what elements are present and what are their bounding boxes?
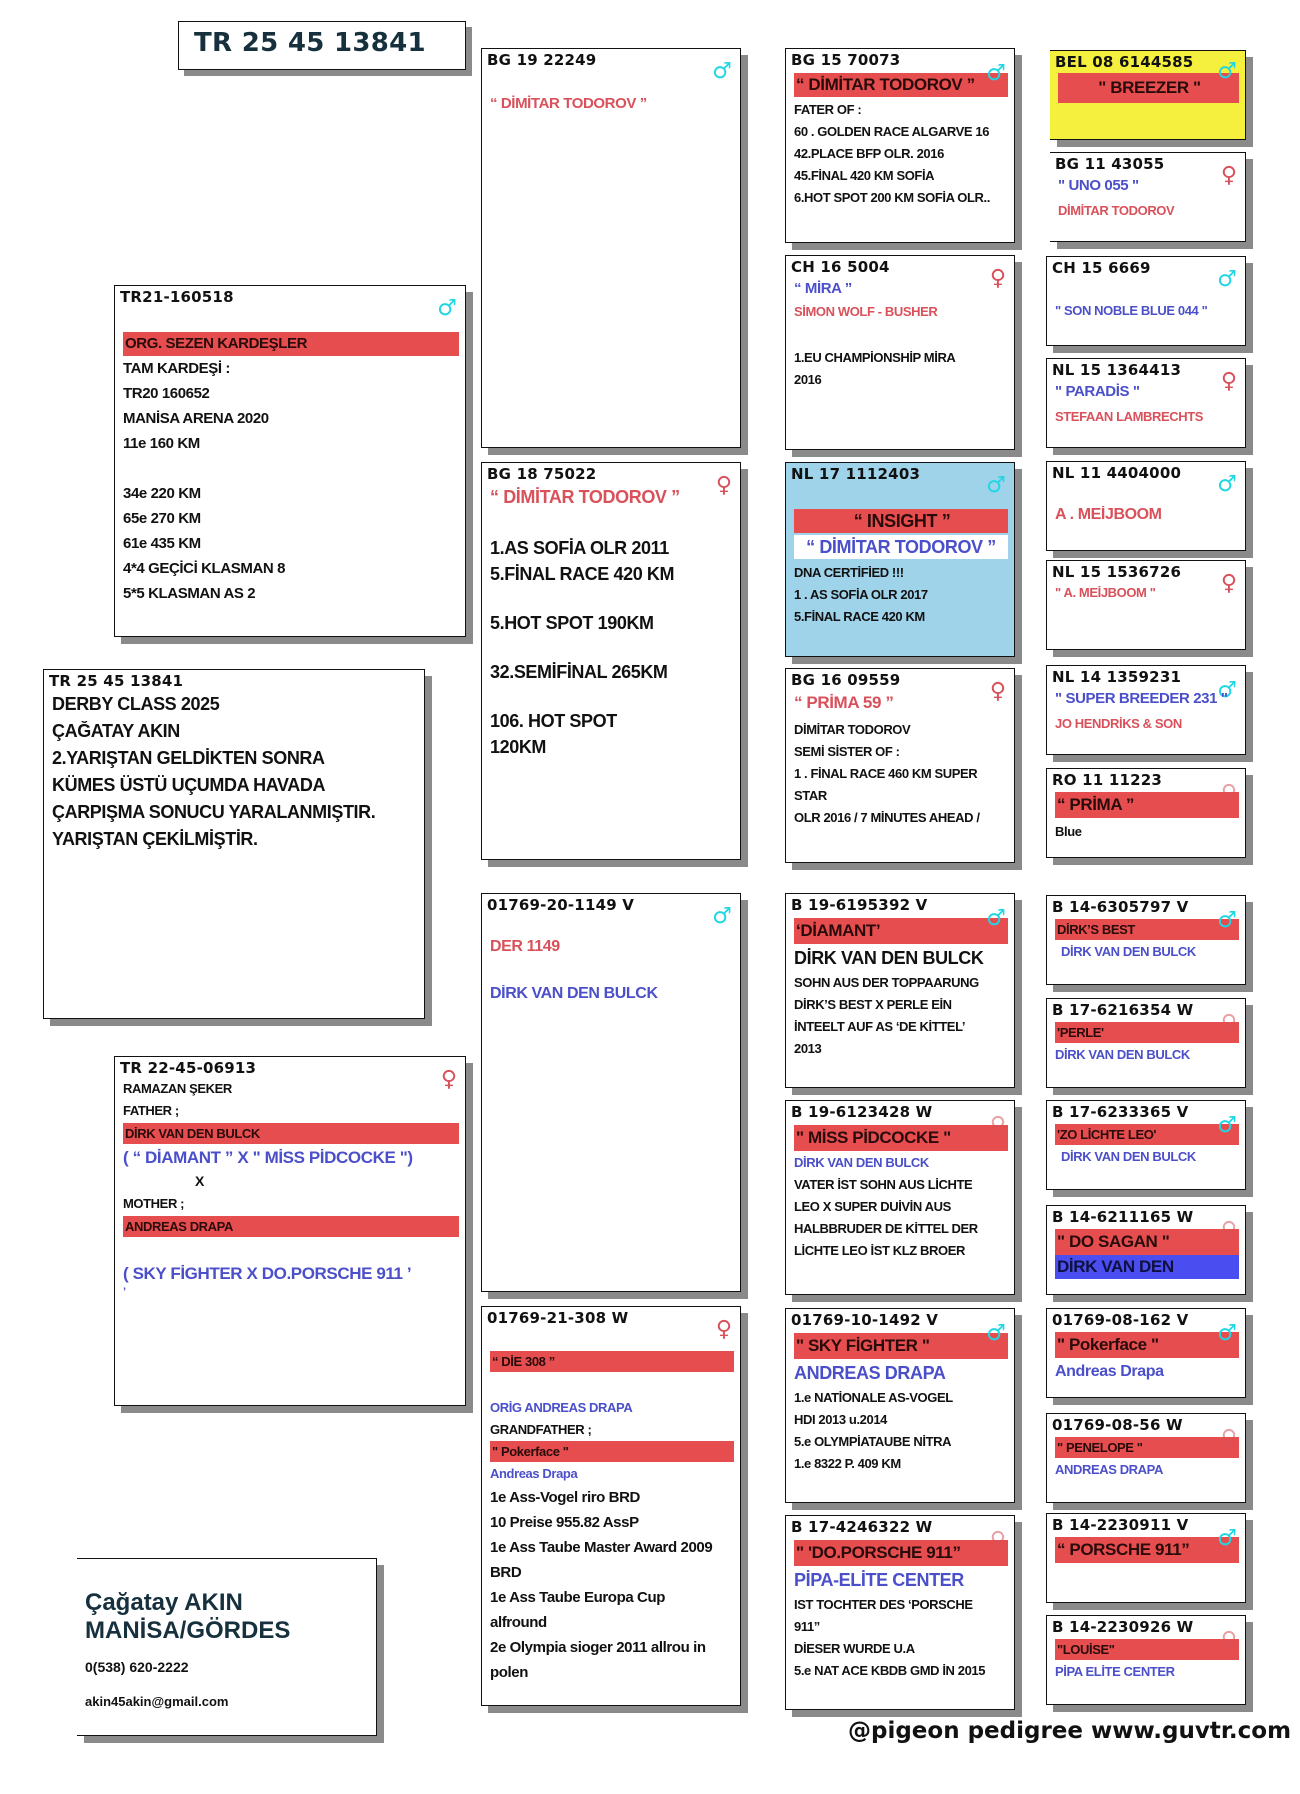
breeder-name: JO HENDRİKS & SON (1055, 716, 1182, 731)
breeder-name: Andreas Drapa (1055, 1363, 1164, 1380)
female-icon: ♀ (1220, 369, 1237, 394)
bird-name: " PARADİS " (1055, 383, 1140, 400)
dam-card[interactable] (114, 1056, 466, 1406)
info-line: İNTEELT AUF AS ‘DE KİTTEL’ (794, 1019, 966, 1034)
bird-name: " BREEZER " (1058, 73, 1239, 103)
info-line: HALBBRUDER DE KİTTEL DER (794, 1221, 978, 1236)
breeder-name: “ DİMİTAR TODOROV ” (794, 535, 1008, 559)
gen3-card[interactable] (785, 1515, 1015, 1710)
ring-number: NL 14 1359231 (1052, 668, 1182, 686)
male-icon: ♂ (1217, 908, 1237, 933)
ring-number: CH 16 5004 (791, 258, 890, 276)
info-line: DERBY CLASS 2025 (52, 694, 220, 714)
info-line: BRD (490, 1564, 522, 1581)
info-line: 32.SEMİFİNAL 265KM (490, 662, 668, 682)
female-icon: ♀ (715, 473, 732, 498)
ring-number: B 19-6195392 V (791, 896, 928, 914)
bird-name: " PENELOPE " (1055, 1437, 1239, 1458)
bird-name: " MİSS PİDCOCKE " (794, 1125, 1008, 1151)
info-line: 4*4 GEÇİCİ KLASMAN 8 (123, 560, 286, 577)
gen3-card[interactable] (785, 668, 1015, 863)
bird-name: A . MEİJBOOM (1055, 506, 1162, 523)
info-line: 1 . FİNAL RACE 460 KM SUPER (794, 766, 978, 781)
female-icon: ♀ (715, 1317, 732, 1342)
bird-name: " DO SAGAN " (1055, 1229, 1239, 1255)
ring-number: BG 16 09559 (791, 671, 901, 689)
info-line: 45.FİNAL 420 KM SOFİA (794, 168, 935, 183)
info-line: STAR (794, 788, 827, 803)
ring-number: B 14-6305797 V (1052, 898, 1189, 916)
info-line: 34e 220 KM (123, 485, 201, 502)
info-line: 106. HOT SPOT (490, 711, 617, 731)
ring-number: 01769-08-56 W (1052, 1416, 1183, 1434)
gen3-card[interactable] (785, 255, 1015, 450)
subject-card[interactable] (43, 669, 425, 1019)
female-icon: ♀ (1220, 1426, 1237, 1451)
info-line: MANİSA ARENA 2020 (123, 410, 269, 427)
gen4-card[interactable] (1046, 256, 1246, 346)
info-line: 5.e NAT ACE KBDB GMD İN 2015 (794, 1663, 986, 1678)
info-line: LİCHTE LEO İST KLZ BROER (794, 1243, 965, 1258)
info-line: ÇARPIŞMA SONUCU YARALANMIŞTIR. (52, 802, 376, 822)
gen4-card[interactable] (1046, 998, 1246, 1088)
gen2-card-dam-dam[interactable] (481, 1306, 741, 1706)
bird-name: 'ZO LİCHTE LEO' (1055, 1124, 1239, 1145)
origin: ORİG ANDREAS DRAPA (490, 1400, 633, 1415)
ring-number: NL 17 1112403 (791, 465, 921, 483)
male-icon: ♂ (986, 61, 1006, 86)
bird-name: " 'DO.PORSCHE 911” (794, 1540, 1008, 1566)
ring-number: RO 11 11223 (1052, 771, 1163, 789)
bird-name: “ MİRA ” (794, 280, 852, 297)
info-line: 1.e 8322 P. 409 KM (794, 1456, 901, 1471)
male-icon: ♂ (1217, 472, 1237, 497)
gen4-card[interactable] (1046, 1308, 1246, 1398)
breeder-name: PİPA-ELİTE CENTER (794, 1570, 964, 1590)
info-line: 911” (794, 1619, 820, 1634)
gen3-card[interactable] (785, 1308, 1015, 1503)
info-line: VATER İST SOHN AUS LİCHTE (794, 1177, 973, 1192)
info-line: 5.e OLYMPİATAUBE NİTRA (794, 1434, 952, 1449)
ring-number: 01769-20-1149 V (487, 896, 635, 914)
info-line: 2016 (794, 372, 822, 387)
breeder-name: DİRK VAN DEN (1055, 1255, 1239, 1279)
ring-number: 01769-08-162 V (1052, 1311, 1189, 1329)
breeder-name: DİRK VAN DEN BULCK (1055, 1047, 1190, 1062)
info-line: 2013 (794, 1041, 822, 1056)
female-icon: ♀ (989, 1528, 1006, 1553)
ring-number: BG 18 75022 (487, 465, 597, 483)
ring-number: 01769-21-308 W (487, 1309, 629, 1327)
gen4-card[interactable] (1046, 358, 1246, 448)
highlight-name: ORG. SEZEN KARDEŞLER (123, 332, 459, 356)
breeder-name: ANDREAS DRAPA (794, 1363, 946, 1383)
info-line: 65e 270 KM (123, 510, 201, 527)
info-line: polen (490, 1664, 528, 1681)
grandfather-label: GRANDFATHER ; (490, 1422, 592, 1437)
ring-number: CH 15 6669 (1052, 259, 1151, 277)
bird-name: “ PRİMA 59 ” (794, 693, 894, 712)
owner-card (77, 1558, 377, 1736)
breeder-name: DİMİTAR TODOROV (1058, 203, 1175, 218)
female-icon: ♀ (989, 679, 1006, 704)
bird-name: " SKY FİGHTER " (794, 1333, 1008, 1359)
info-line: 1.e NATİONALE AS-VOGEL (794, 1390, 953, 1405)
female-icon: ♀ (1220, 1628, 1237, 1653)
breeder-name: STEFAAN LAMBRECHTS (1055, 409, 1204, 424)
female-icon: ♀ (1220, 781, 1237, 806)
info-line: SEMİ SİSTER OF : (794, 744, 900, 759)
ring-number: BG 15 70073 (791, 51, 901, 69)
info-line: 1 . AS SOFİA OLR 2017 (794, 587, 928, 602)
ring-number: NL 15 1364413 (1052, 361, 1182, 379)
title-box (178, 21, 466, 70)
male-icon: ♂ (1217, 267, 1237, 292)
breeder-name: RAMAZAN ŞEKER (123, 1081, 232, 1096)
mother-cross-tail: ’ (123, 1286, 126, 1298)
male-icon: ♂ (986, 1321, 1006, 1346)
info-line: 5.FİNAL RACE 420 KM (794, 609, 925, 624)
ring-number: BG 11 43055 (1055, 155, 1165, 173)
breeder-name: DİRK VAN DEN BULCK (794, 948, 984, 968)
gen4-card[interactable] (1046, 461, 1246, 551)
sire-card[interactable] (114, 285, 466, 637)
ring-number: B 14-2230911 V (1052, 1516, 1189, 1534)
ring-number: B 19-6123428 W (791, 1103, 933, 1121)
gen4-card[interactable] (1046, 1513, 1246, 1603)
breeder-name: ANDREAS DRAPA (1055, 1462, 1163, 1477)
info-line: 1.EU CHAMPİONSHİP MİRA (794, 350, 956, 365)
female-icon: ♀ (1220, 571, 1237, 596)
bird-name: DER 1149 (490, 938, 560, 955)
father-cross: ( “ DİAMANT ” X " MİSS PİDCOCKE ") (123, 1148, 413, 1167)
bird-name: " SUPER BREEDER 231 " (1055, 690, 1228, 707)
gen4-card[interactable] (1050, 152, 1246, 242)
mother-label: MOTHER ; (123, 1196, 185, 1211)
ring-number: TR 25 45 13841 (49, 672, 184, 690)
gen4-card[interactable] (1046, 1413, 1246, 1503)
info-line: 5.FİNAL RACE 420 KM (490, 564, 675, 584)
bird-name: “ INSIGHT ” (794, 509, 1008, 533)
info-line: KÜMES ÜSTÜ UÇUMDA HAVADA (52, 775, 326, 795)
bird-name: " A. MEİJBOOM " (1055, 585, 1156, 600)
father-name: DİRK VAN DEN BULCK (123, 1123, 459, 1144)
info-line: DİMİTAR TODOROV (794, 722, 911, 737)
gen4-card[interactable] (1046, 768, 1246, 858)
ring-number: TR21-160518 (120, 288, 234, 306)
gen4-card[interactable] (1046, 1205, 1246, 1295)
footer-watermark: @pigeon pedigree www.guvtr.com (848, 1718, 1292, 1744)
info-line: 5.HOT SPOT 190KM (490, 613, 654, 633)
info-line: 6.HOT SPOT 200 KM SOFİA OLR.. (794, 190, 990, 205)
bird-name: “ DİMİTAR TODOROV ” (490, 95, 647, 112)
bird-name: ‘DİAMANT’ (794, 918, 1008, 944)
info-line: alfround (490, 1614, 547, 1631)
bird-name: “ DİMİTAR TODOROV ” (794, 73, 1008, 97)
owner-phone[interactable]: 0(538) 620-2222 (85, 1659, 189, 1675)
cross-x: X (195, 1173, 204, 1189)
breeder-name: DİRK VAN DEN BULCK (794, 1155, 929, 1170)
info-line: SOHN AUS DER TOPPAARUNG (794, 975, 979, 990)
info-line: TAM KARDEŞİ : (123, 360, 231, 377)
male-icon: ♂ (986, 906, 1006, 931)
info-line: 11e 160 KM (123, 435, 200, 452)
male-icon: ♂ (1217, 678, 1237, 703)
mother-cross: ( SKY FİGHTER X DO.PORSCHE 911 ’ (123, 1264, 412, 1283)
ring-number: BEL 08 6144585 (1055, 53, 1194, 71)
male-icon: ♂ (1217, 1113, 1237, 1138)
gen4-card[interactable] (1046, 560, 1246, 650)
gen3-card[interactable] (785, 893, 1015, 1088)
breeder-name: PİPA ELİTE CENTER (1055, 1664, 1175, 1679)
female-icon: ♀ (989, 266, 1006, 291)
info-line: 2.YARIŞTAN GELDİKTEN SONRA (52, 748, 325, 768)
gen4-card[interactable] (1046, 1615, 1246, 1705)
bird-name: 'PERLE' (1055, 1022, 1239, 1043)
gen4-card-highlighted[interactable] (1050, 50, 1246, 140)
info-line: 1e Ass Taube Europa Cup (490, 1589, 666, 1606)
bird-name: “ PORSCHE 911” (1055, 1537, 1239, 1563)
ring-number: B 17-6233365 V (1052, 1103, 1189, 1121)
ring-number: B 14-6211165 W (1052, 1208, 1194, 1226)
ring-number: B 14-2230926 W (1052, 1618, 1194, 1636)
male-icon: ♂ (437, 296, 457, 321)
bird-name: DİRK’S BEST (1055, 919, 1239, 940)
owner-email[interactable]: akin45akin@gmail.com (85, 1694, 229, 1709)
gen3-card[interactable] (785, 1100, 1015, 1295)
bird-name: “ PRİMA ” (1055, 792, 1239, 818)
info-line: TR20 160652 (123, 385, 210, 402)
info-line: 61e 435 KM (123, 535, 201, 552)
title-ring: TR 25 45 13841 (194, 28, 426, 58)
gen2-card-sire-dam[interactable] (481, 462, 741, 860)
gen2-card-dam-sire[interactable] (481, 893, 741, 1292)
gen3-card-highlighted[interactable] (785, 462, 1015, 657)
ring-number: 01769-10-1492 V (791, 1311, 939, 1329)
male-icon: ♂ (1217, 1321, 1237, 1346)
male-icon: ♂ (1217, 1526, 1237, 1551)
male-icon: ♂ (712, 59, 732, 84)
female-icon: ♀ (989, 1113, 1006, 1138)
info-line: 2e Olympia sioger 2011 allrou in (490, 1639, 706, 1656)
breeder-name: DİRK VAN DEN BULCK (490, 985, 658, 1002)
info-line: 1e Ass Taube Master Award 2009 (490, 1539, 713, 1556)
info-line: 5*5 KLASMAN AS 2 (123, 585, 256, 602)
color-note: Blue (1055, 824, 1082, 839)
ring-number: NL 15 1536726 (1052, 563, 1182, 581)
info-line: YARIŞTAN ÇEKİLMİŞTİR. (52, 829, 258, 849)
mother-name: ANDREAS DRAPA (123, 1216, 459, 1237)
ring-number: NL 11 4404000 (1052, 464, 1182, 482)
female-icon: ♀ (440, 1067, 457, 1092)
grandfather-breeder: Andreas Drapa (490, 1466, 578, 1481)
bird-name: " SON NOBLE BLUE 044 " (1055, 303, 1208, 318)
info-line: 1.AS SOFİA OLR 2011 (490, 538, 669, 558)
info-line: 120KM (490, 737, 547, 757)
gen3-card[interactable] (785, 48, 1015, 243)
info-line: DNA CERTİFİED !!! (794, 565, 904, 580)
info-line: HDI 2013 u.2014 (794, 1412, 888, 1427)
info-line: 42.PLACE BFP OLR. 2016 (794, 146, 944, 161)
owner-name: Çağatay AKIN (85, 1589, 243, 1616)
ring-number: B 17-6216354 W (1052, 1001, 1194, 1019)
info-line: OLR 2016 / 7 MİNUTES AHEAD / (794, 810, 980, 825)
owner-city: MANİSA/GÖRDES (85, 1617, 291, 1644)
info-line: DİESER WURDE U.A (794, 1641, 915, 1656)
ring-number: TR 22-45-06913 (120, 1059, 257, 1077)
breeder-name: DİRK VAN DEN BULCK (1061, 1149, 1196, 1164)
bird-name: “ DİMİTAR TODOROV ” (490, 487, 680, 507)
gen4-card[interactable] (1046, 1100, 1246, 1190)
bird-name: " Pokerface " (1055, 1332, 1239, 1358)
info-line: FATER OF : (794, 102, 862, 117)
male-icon: ♂ (712, 904, 732, 929)
gen4-card[interactable] (1046, 665, 1246, 755)
grandfather-name: " Pokerface " (490, 1441, 734, 1462)
ring-number: BG 19 22249 (487, 51, 597, 69)
bird-name: "LOUİSE" (1055, 1639, 1239, 1660)
owner-line: ÇAĞATAY AKIN (52, 721, 180, 741)
info-line: IST TOCHTER DES ‘PORSCHE (794, 1597, 973, 1612)
ring-number: B 17-4246322 W (791, 1518, 933, 1536)
gen4-card[interactable] (1046, 895, 1246, 985)
info-line: DİRK’S BEST X PERLE EİN (794, 997, 952, 1012)
gen2-card-sire-sire[interactable] (481, 48, 741, 448)
female-icon: ♀ (1220, 1218, 1237, 1243)
father-label: FATHER ; (123, 1103, 179, 1118)
bird-name: “ DİE 308 ” (490, 1351, 734, 1372)
male-icon: ♂ (1217, 59, 1237, 84)
info-line: LEO X SUPER DUİVİN AUS (794, 1199, 951, 1214)
female-icon: ♀ (1220, 1011, 1237, 1036)
info-line: 1e Ass-Vogel riro BRD (490, 1489, 640, 1506)
male-icon: ♂ (986, 473, 1006, 498)
info-line: 60 . GOLDEN RACE ALGARVE 16 (794, 124, 990, 139)
female-icon: ♀ (1220, 163, 1237, 188)
info-line: 10 Preise 955.82 AssP (490, 1514, 639, 1531)
bird-name: " UNO 055 " (1058, 177, 1139, 194)
breeder-name: DİRK VAN DEN BULCK (1061, 944, 1196, 959)
breeder-name: SİMON WOLF - BUSHER (794, 304, 938, 319)
